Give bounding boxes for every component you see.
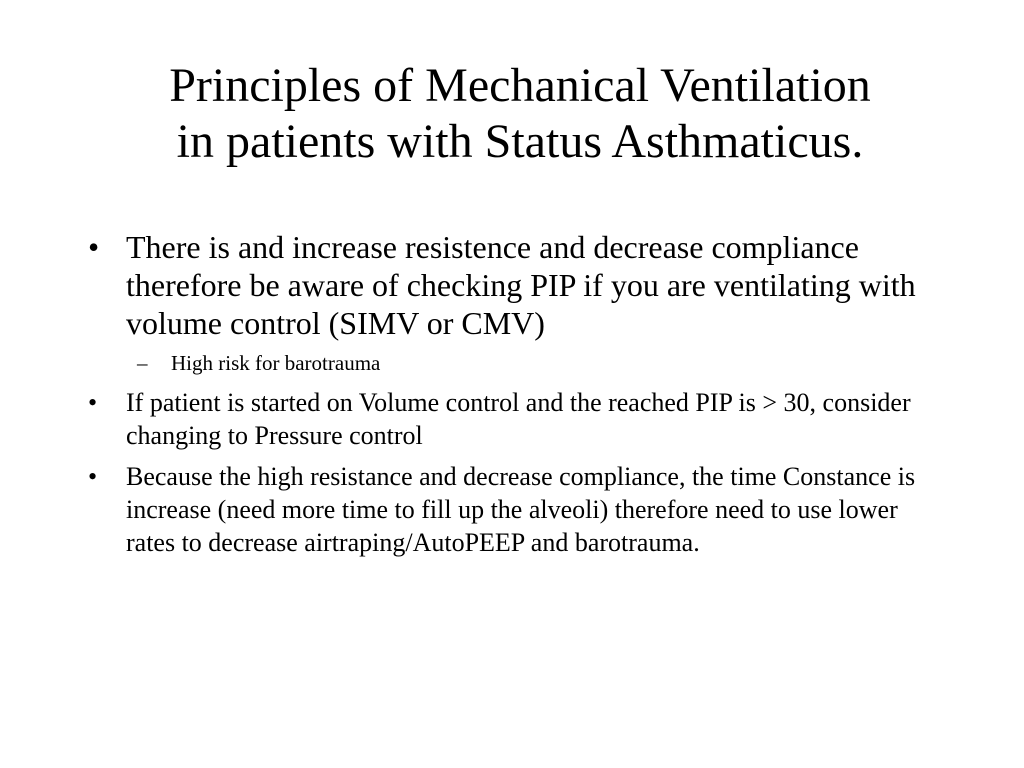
bullet-marker: •: [88, 388, 98, 417]
slide-body: [0, 228, 1024, 567]
sub-bullet-item-1: [0, 350, 1024, 376]
bullet-item-3: [0, 460, 1024, 559]
bullet-marker: •: [88, 462, 98, 491]
bullet-item-2: [0, 386, 1024, 452]
slide-title: [60, 58, 980, 170]
sub-bullet-marker: –: [137, 351, 148, 375]
bullet-item-1: [0, 228, 1024, 342]
bullet-marker: •: [88, 229, 100, 265]
sub-bullet-text-1: High risk for barotrauma: [171, 351, 381, 375]
bullet-text-3: Because the high resistance and decrease compliance, the time Constance is increase (need more time to fill up the alveoli) therefore need to use lower rates to decrease airtraping/AutoPEEP and barotrauma.: [126, 462, 916, 557]
slide-title-line-2: in patients with Status Asthmaticus.: [176, 115, 864, 168]
slide-title-line-1: Principles of Mechanical Ventilation: [169, 59, 871, 112]
bullet-text-2: If patient is started on Volume control and the reached PIP is > 30, consider changing to Pressure control: [126, 388, 911, 450]
bullet-text-1: There is and increase resistence and decrease compliance therefore be aware of checking PIP if you are ventilating with volume control (SIMV or CMV): [126, 229, 916, 341]
